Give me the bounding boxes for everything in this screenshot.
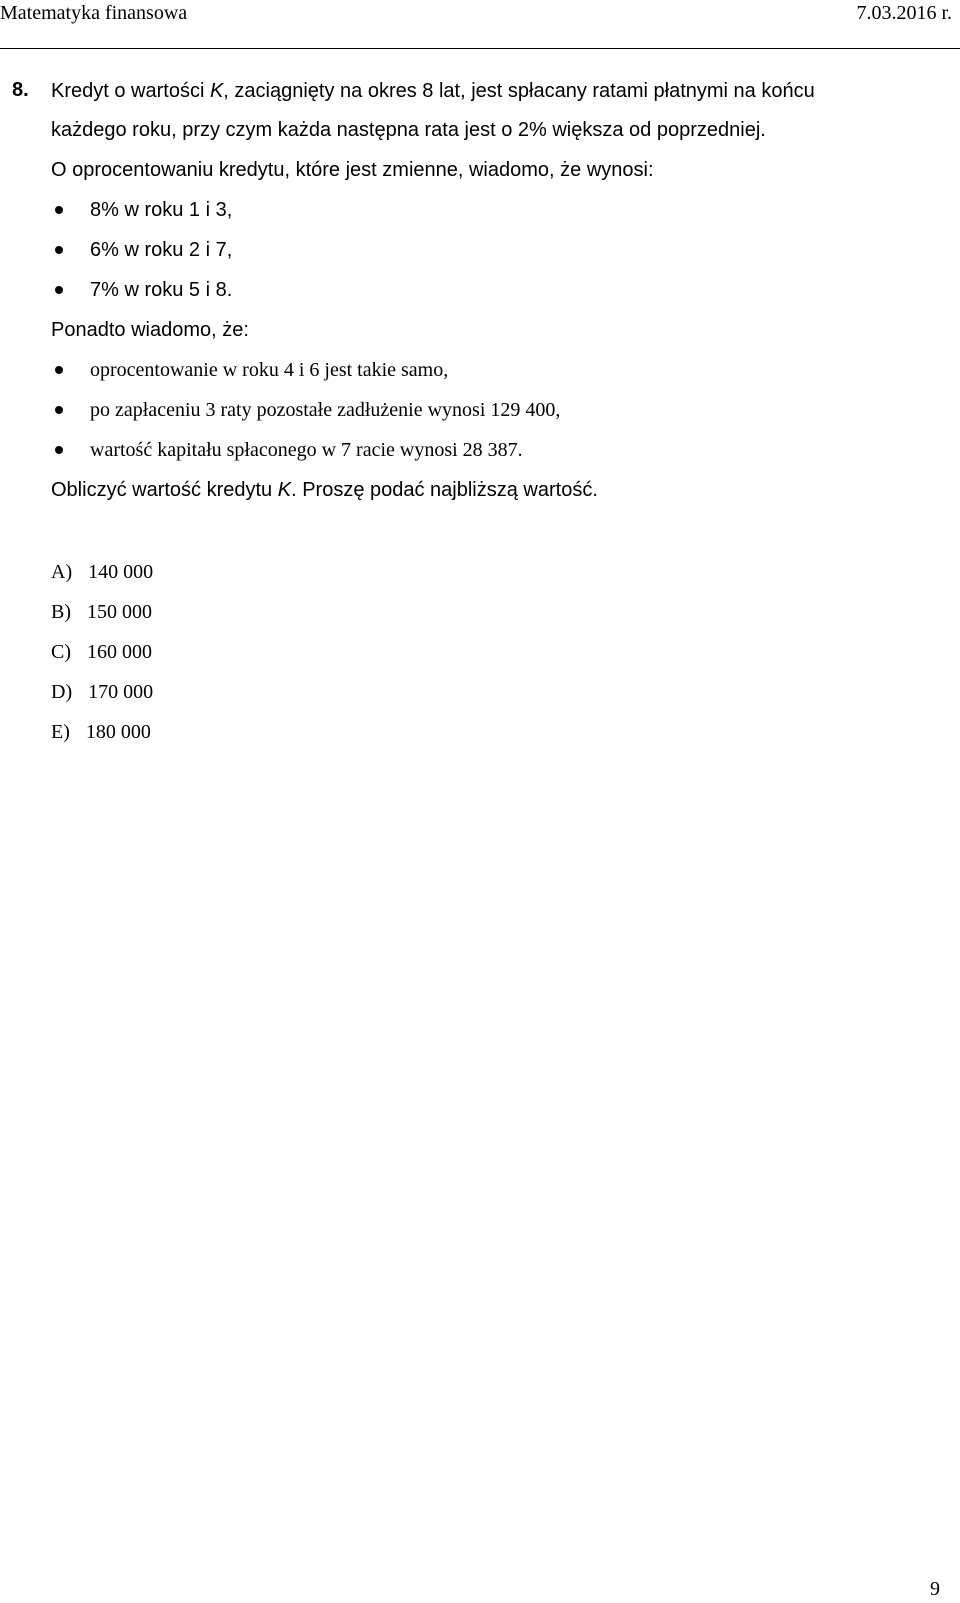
- answer-value: 180 000: [85, 721, 151, 743]
- fact-item-1: oprocentowanie w roku 4 i 6 jest takie samo,: [90, 359, 449, 381]
- facts-intro: Ponadto wiadomo, że:: [51, 319, 249, 341]
- bullet-icon: [55, 366, 63, 374]
- question-number: 8.: [12, 79, 29, 101]
- question-intro-line-1: [51, 79, 815, 103]
- header-date: 7.03.2016 r.: [856, 2, 952, 24]
- rate-item-1: 8% w roku 1 i 3,: [90, 199, 233, 221]
- task-text-post: . Proszę podać najbliższą wartość.: [291, 479, 598, 501]
- bullet-icon: [55, 286, 63, 294]
- answer-value: 140 000: [88, 561, 154, 583]
- rate-item-2: 6% w roku 2 i 7,: [90, 239, 233, 261]
- answer-value: 150 000: [87, 601, 152, 623]
- answer-value: 160 000: [87, 641, 152, 663]
- answer-letter: D): [51, 681, 73, 703]
- answer-option-c: [51, 640, 152, 664]
- fact-item-2: po zapłaceniu 3 raty pozostałe zadłużenie wynosi 129 400,: [90, 399, 561, 421]
- bullet-icon: [55, 446, 63, 454]
- task-statement: [51, 478, 598, 502]
- fact-item-3: wartość kapitału spłaconego w 7 racie wynosi 28 387.: [90, 439, 523, 461]
- answer-letter: C): [51, 641, 71, 663]
- bullet-icon: [55, 406, 63, 414]
- task-text-pre: Obliczyć wartość kredytu: [51, 479, 278, 501]
- page-header: [0, 0, 960, 49]
- answer-option-d: [51, 680, 153, 704]
- question-intro-line-2: każdego roku, przy czym każda następna rata jest o 2% większa od poprzedniej.: [51, 119, 766, 141]
- intro-text-post: , zaciągnięty na okres 8 lat, jest spłacany ratami płatnymi na końcu: [223, 80, 815, 102]
- bullet-icon: [55, 206, 63, 214]
- rate-item-3: 7% w roku 5 i 8.: [90, 279, 233, 301]
- variable-k: K: [277, 479, 292, 501]
- variable-k: K: [209, 80, 224, 102]
- page-number: 9: [930, 1578, 940, 1600]
- answer-letter: A): [51, 561, 73, 583]
- answer-option-b: [51, 600, 152, 624]
- bullet-icon: [55, 246, 63, 254]
- header-subject: Matematyka finansowa: [0, 2, 188, 24]
- answer-option-e: [51, 720, 151, 744]
- intro-text-pre: Kredyt o wartości: [51, 80, 210, 102]
- answer-letter: E): [51, 721, 70, 743]
- answer-value: 170 000: [88, 681, 154, 703]
- answer-letter: B): [51, 601, 71, 623]
- rates-intro: O oprocentowaniu kredytu, które jest zmienne, wiadomo, że wynosi:: [51, 159, 654, 181]
- answer-option-a: [51, 560, 153, 584]
